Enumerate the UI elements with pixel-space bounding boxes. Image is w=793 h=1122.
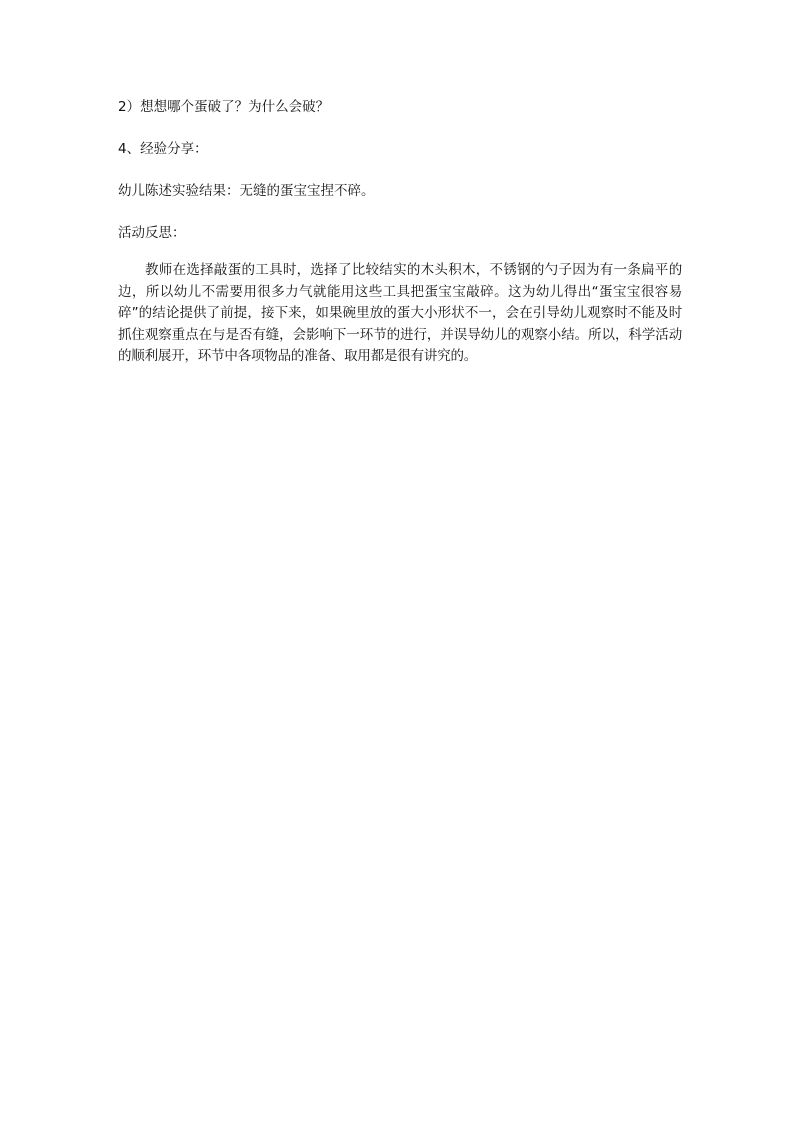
document-body (118, 96, 682, 368)
experiment-result-line: 幼儿陈述实验结果：无缝的蛋宝宝捏不碎。 (118, 183, 375, 199)
section-heading-reflection: 活动反思： (118, 225, 186, 241)
section-heading-experience-sharing: 4、经验分享： (118, 141, 208, 157)
reflection-paragraph: 教师在选择敲蛋的工具时，选择了比较结实的木头积木，不锈钢的勺子因为有一条扁平的边，所以幼儿不需要用很多力气就能用这些工具把蛋宝宝敲碎。这为幼儿得出“蛋宝宝很容易碎”的结论提供了前提，接下来，如果碗里放的蛋大小形状不一，会在引导幼儿观察时不能及时抓住观察重点在与是否有缝，会影响下一环节的进行，并误导幼儿的观察小结。所以，科学活动的顺利展开，环节中各项物品的准备、取用都是很有讲究的。 (118, 262, 682, 364)
question-line: 2）想想哪个蛋破了？为什么会破？ (118, 99, 330, 115)
